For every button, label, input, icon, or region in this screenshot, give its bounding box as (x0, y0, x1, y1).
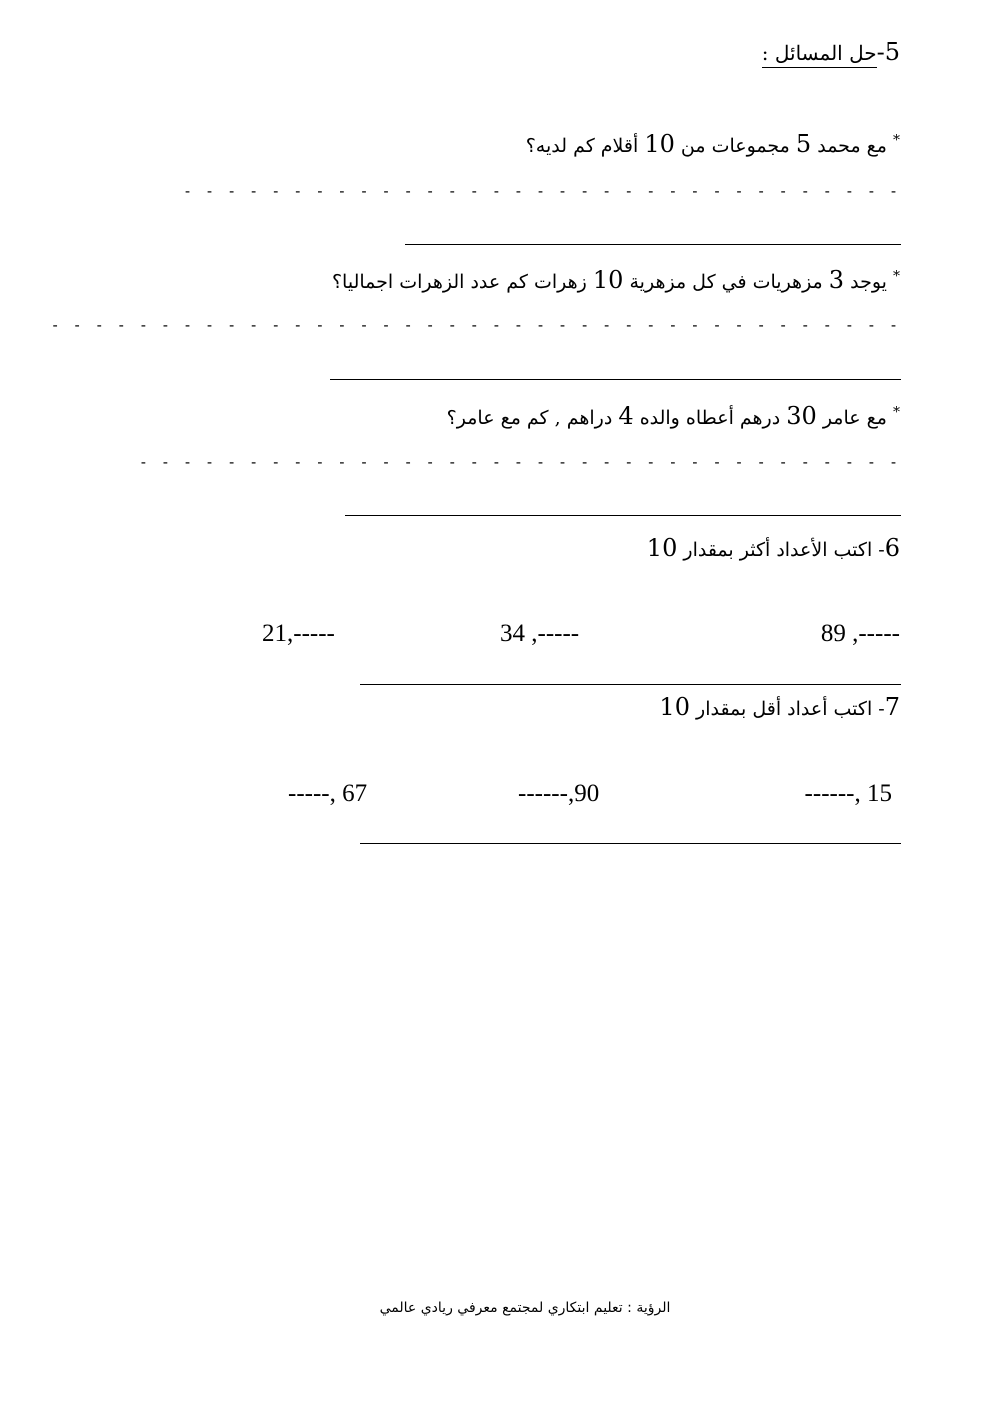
divider-line (330, 379, 901, 380)
problem-text-pre: يوجد (850, 271, 887, 293)
section-7-dash: - (878, 698, 885, 720)
problem-text-pre: مع محمد (817, 135, 887, 157)
divider-line (360, 843, 901, 844)
sequence-item[interactable]: -----, 67 (288, 780, 368, 807)
divider-line (360, 684, 901, 685)
section-6-value: 10 (646, 534, 678, 562)
section-7-title: اكتب أعداد أقل بمقدار (696, 698, 873, 720)
sequence-item[interactable]: ------, 15 (804, 780, 892, 807)
answer-blank[interactable]: - - - - - - - - - - - - - - - - - - - - - - - - - - - - - - - - - - - - - - - (50, 316, 900, 334)
section-7-heading (659, 693, 900, 721)
sequence-item[interactable]: 21,----- (262, 620, 335, 647)
section-5-number: 5 (884, 38, 900, 66)
section-5-title: حل المسائل : (762, 41, 877, 68)
problem-text-mid: مزهريات في كل مزهرية (629, 271, 823, 293)
section-6-title: اكتب الأعداد أكثر بمقدار (683, 539, 873, 561)
problem-3 (447, 402, 900, 430)
problem-text-pre: مع عامر (822, 407, 887, 429)
sequence-item[interactable]: 89 ,----- (820, 620, 900, 647)
problem-number: 3 (828, 266, 845, 294)
divider-line (345, 515, 901, 516)
section-5-heading (762, 38, 900, 66)
problem-number: 10 (644, 130, 675, 158)
section-5-dash: - (876, 38, 885, 66)
section-6-heading (647, 534, 900, 562)
section-6-dash: - (878, 539, 885, 561)
section-7-number: 7 (884, 693, 900, 721)
divider-line (405, 244, 901, 245)
problem-text-post: أقلام كم لديه؟ (525, 135, 639, 157)
footer-vision: الرؤية : تعليم ابتكاري لمجتمع معرفي ريادي عالمي (379, 1300, 671, 1316)
problem-text-post: دراهم , كم مع عامر؟ (446, 407, 613, 429)
sequence-item[interactable]: ------,90 (518, 780, 600, 807)
problem-1 (526, 130, 900, 158)
answer-blank[interactable]: - - - - - - - - - - - - - - - - - - - - - - - - - - - - - - - - - - - (138, 453, 900, 471)
problem-star: * (893, 404, 900, 421)
problem-number: 5 (795, 130, 812, 158)
problem-number: 30 (786, 402, 817, 430)
sequence-item[interactable]: 34 ,----- (500, 620, 580, 647)
problem-text-mid: مجموعات من (680, 135, 790, 157)
problem-star: * (893, 268, 900, 285)
problem-number: 10 (592, 266, 624, 294)
problem-2 (332, 266, 900, 294)
problem-number: 4 (618, 402, 634, 430)
problem-text-post: زهرات كم عدد الزهرات اجماليا؟ (331, 271, 587, 293)
section-7-value: 10 (659, 693, 690, 721)
section-6-number: 6 (884, 534, 900, 562)
answer-blank[interactable]: - - - - - - - - - - - - - - - - - - - - - - - - - - - - - - - - - (183, 182, 900, 200)
problem-star: * (893, 132, 900, 149)
problem-text-mid: درهم أعطاه والده (639, 407, 781, 429)
